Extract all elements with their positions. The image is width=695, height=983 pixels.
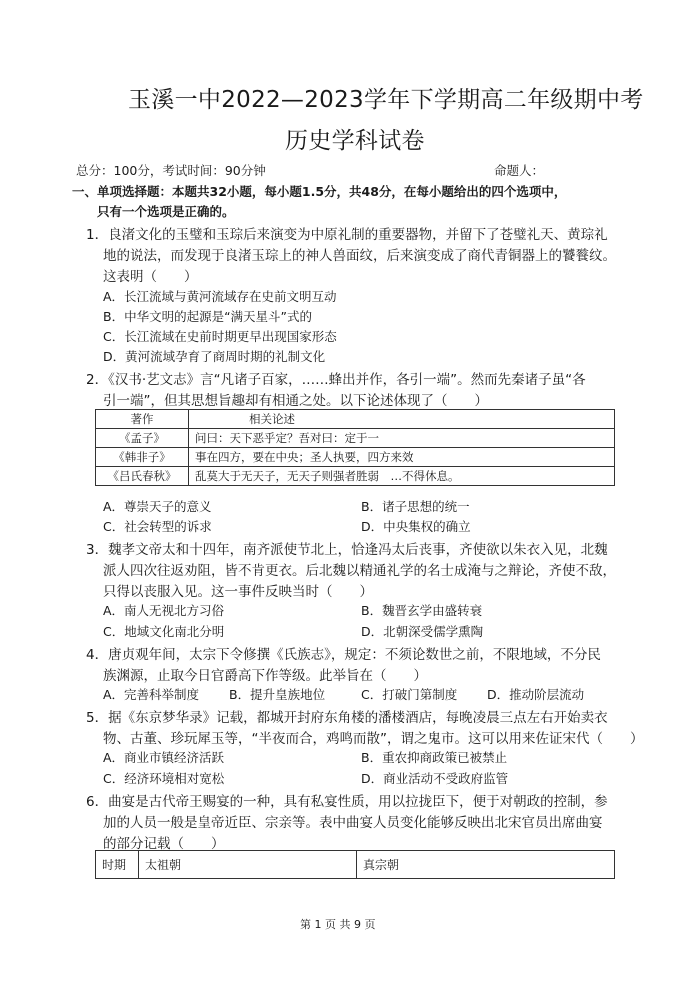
question-5-option-d: D．商业活动不受政府监管	[361, 771, 509, 786]
table-cell: 事在四方，要在中央；圣人执要，四方来效	[189, 448, 615, 467]
question-2-option-b: B．诸子思想的统一	[361, 499, 470, 514]
table-header-cell: 太祖朝	[139, 851, 357, 879]
table-header-cell: 相关论述	[189, 410, 615, 429]
question-5-line: 物、古董、珍玩犀玉等，“半夜而合，鸡鸣而散”，谓之鬼市。这可以用来佐证宋代（ ）	[103, 731, 644, 747]
question-1-option-b: B．中华文明的起源是“满天星斗”式的	[103, 309, 313, 324]
question-2-option-c: C．社会转型的诉求	[103, 519, 212, 534]
table-header-row	[96, 410, 615, 429]
table-cell: 《吕氏春秋》	[96, 467, 189, 486]
exam-title: 玉溪一中2022—2023学年下学期高二年级期中考	[128, 87, 644, 113]
question-2-option-a: A．尊崇天子的意义	[103, 499, 212, 514]
exam-meta-score-time: 总分：100分，考试时间：90分钟	[76, 163, 266, 178]
question-4-option-c: C．打破门第制度	[361, 687, 458, 702]
question-3-option-a: A．南人无视北方习俗	[103, 603, 225, 618]
question-1-option-d: D．黄河流域孕育了商周时期的礼制文化	[103, 349, 326, 364]
exam-meta-author: 命题人：	[494, 163, 545, 178]
table-row	[96, 429, 615, 448]
section-heading-line2: 只有一个选项是正确的。	[97, 204, 235, 219]
question-3-line: 派人四次往返劝阻，皆不肯更衣。后北魏以精通礼学的名士成淹与之辩论，齐使不敌，	[103, 563, 616, 579]
question-4-line: 族渊源，止取今日官爵高下作等级。此举旨在（ ）	[103, 668, 427, 684]
table-header-cell: 真宗朝	[357, 851, 615, 879]
table-row	[96, 448, 615, 467]
question-6-line: 加的人员一般是皇帝近臣、宗亲等。表中曲宴人员变化能够反映出北宋官员出席曲宴	[103, 815, 603, 831]
table-cell: 乱莫大于无天子，无天子则强者胜弱 …不得休息。	[189, 467, 615, 486]
question-6-table	[95, 850, 615, 879]
question-2-table	[95, 409, 615, 486]
table-cell: 《孟子》	[96, 429, 189, 448]
question-1-line: 这表明（ ）	[103, 269, 198, 285]
page-number: 第 1 页 共 9 页	[300, 918, 376, 931]
table-header-row	[96, 851, 615, 879]
question-1-line: 1．良渚文化的玉璧和玉琮后来演变为中原礼制的重要器物，并留下了苍璧礼天、黄琮礼	[86, 227, 608, 243]
table-row	[96, 467, 615, 486]
question-3-line: 3．魏孝文帝太和十四年，南齐派使节北上，恰逢冯太后丧事，齐使欲以朱衣入见，北魏	[86, 542, 608, 558]
question-1-option-c: C．长江流域在史前时期更早出现国家形态	[103, 329, 337, 344]
question-4-option-a: A．完善科举制度	[103, 687, 200, 702]
question-2-line: 2．《汉书·艺文志》言“凡诸子百家，……蜂出并作，各引一端”。然而先秦诸子虽“各	[86, 372, 586, 388]
question-6-line: 6．曲宴是古代帝王赐宴的一种，具有私宴性质，用以拉拢臣下，便于对朝政的控制，参	[86, 794, 608, 810]
question-5-option-b: B．重农抑商政策已被禁止	[361, 750, 508, 765]
question-1-line: 地的说法，而发现于良渚玉琮上的神人兽面纹，后来演变成了商代青铜器上的饕餮纹。	[103, 248, 616, 264]
question-5-option-c: C．经济环境相对宽松	[103, 771, 225, 786]
section-heading-line1: 一、单项选择题：本题共32小题，每小题1.5分，共48分，在每小题给出的四个选项中，	[72, 184, 567, 199]
exam-subtitle: 历史学科试卷	[285, 128, 425, 154]
question-3-option-b: B．魏晋玄学由盛转衰	[361, 603, 483, 618]
table-header-cell: 时期	[96, 851, 139, 879]
question-5-option-a: A．商业市镇经济活跃	[103, 750, 225, 765]
question-3-option-d: D．北朝深受儒学熏陶	[361, 624, 484, 639]
table-header-cell: 著作	[96, 410, 189, 429]
table-cell: 《韩非子》	[96, 448, 189, 467]
question-4-option-b: B．提升皇族地位	[229, 687, 326, 702]
question-2-option-d: D．中央集权的确立	[361, 519, 471, 534]
question-5-line: 5．据《东京梦华录》记载，都城开封府东角楼的潘楼酒店，每晚凌晨三点左右开始卖衣	[86, 710, 608, 726]
question-6-line: 的部分记载（ ）	[103, 836, 225, 852]
question-3-option-c: C．地域文化南北分明	[103, 624, 225, 639]
question-3-line: 只得以丧服入见。这一事件反映当时（ ）	[103, 584, 373, 600]
question-1-option-a: A．长江流域与黄河流域存在史前文明互动	[103, 289, 337, 304]
table-cell: 问曰：天下恶乎定？吾对曰：定于一	[189, 429, 615, 448]
question-4-line: 4．唐贞观年间，太宗下令修撰《氏族志》，规定：不须论数世之前，不限地域，不分民	[86, 647, 601, 663]
question-2-line: 引一端”，但其思想旨趣却有相通之处。以下论述体现了（ ）	[103, 393, 488, 409]
question-4-option-d: D．推动阶层流动	[487, 687, 585, 702]
